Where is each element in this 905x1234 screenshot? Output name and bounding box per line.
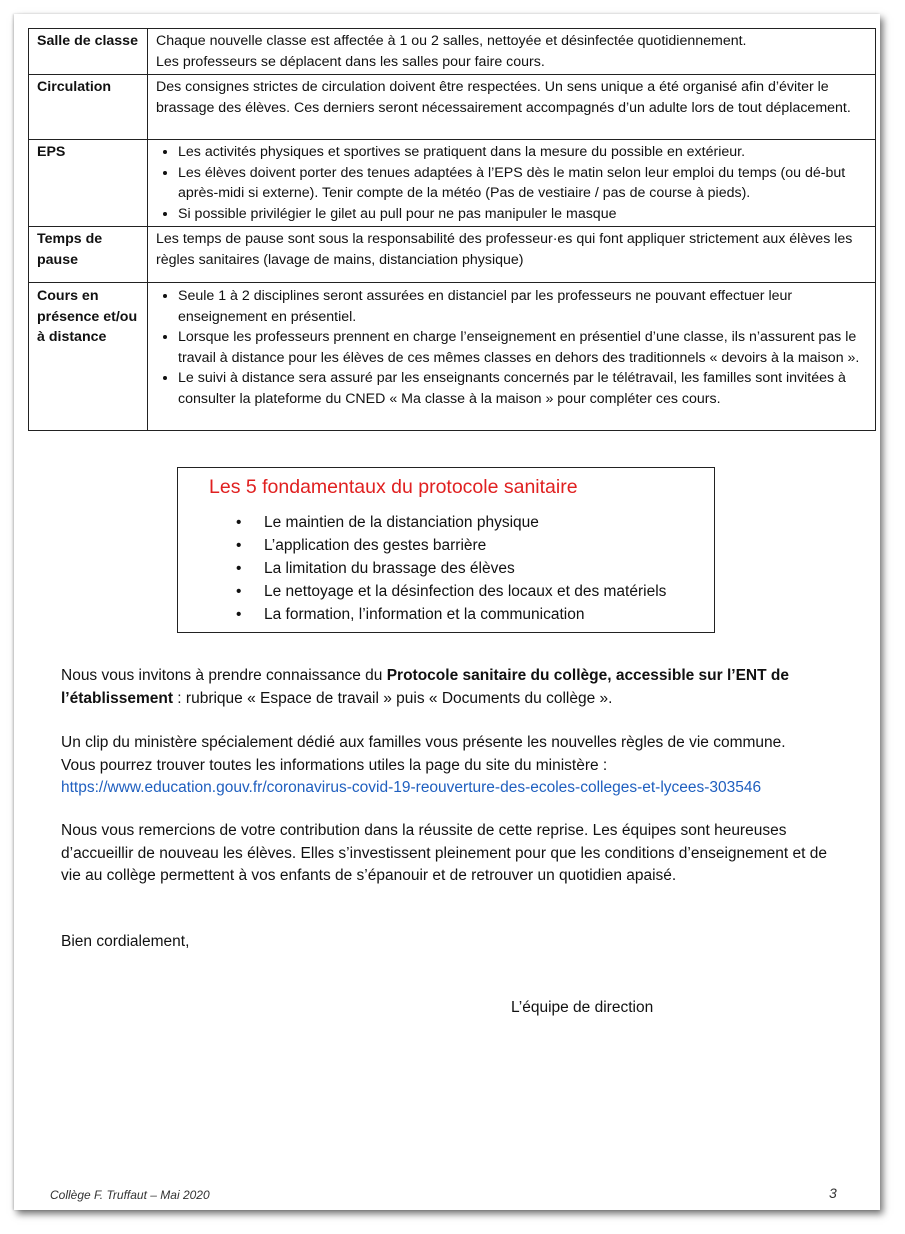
bullet-list [156,142,867,224]
document-page [14,14,880,1210]
row-text: Les temps de pause sont sous la responsabilité des professeur·es qui font appliquer strictement aux élèves les règles sanitaires (lavage de mains, distanciation physique) [156,231,853,268]
fundamentals-list [234,511,666,626]
list-item-text: L’application des gestes barrière [264,537,487,554]
list-item [234,580,666,603]
row-label: Temps de pause [29,227,148,283]
ministry-paragraph [61,732,851,800]
fundamentals-box [177,467,715,633]
paragraph-text: Nous vous invitons à prendre connaissance du [61,667,387,684]
table-row [29,283,876,431]
bullet-icon: • [236,514,242,531]
list-item: • Lorsque les professeurs prennent en charge l’enseignement en présentiel d’une classe, ils n’assurent pas le travail à distance pour les élèves de ces mêmes classes en dehors des traditionnels « devoirs à la maison ». [178,327,867,368]
signature: L’équipe de direction [511,999,654,1016]
list-item-text: La formation, l’information et la communication [264,606,585,623]
bullet-icon: • [236,606,242,623]
list-item [234,534,666,557]
thanks-paragraph: Nous vous remercions de votre contribution dans la réussite de cette reprise. Les équipes sont heureuses d’accueillir de nouveau les élèves. Elles s’investissent pleinement pour que les conditions d’enseignement et de vie au collège permettent à vos enfants de s’épanouir et de retrouver un quotidien apaisé. [61,822,827,884]
list-item: • Le suivi à distance sera assuré par les enseignants concernés par le télétravail, les familles sont invitées à consulter la plateforme du CNED « Ma classe à la maison » pour compléter ces cours. [178,368,867,409]
list-item: • Seule 1 à 2 disciplines seront assurées en distanciel par les professeurs ne pouvant effectuer leur enseignement en présentiel. [178,286,867,327]
row-text: Des consignes strictes de circulation doivent être respectées. Un sens unique a été organisé afin d’éviter le brassage des élèves. Ces derniers seront nécessairement accompagnés d’un adulte lors de tout déplacement. [156,79,851,116]
protocol-emphasis: Protocole sanitaire du collège, accessible sur l’ENT de l’établissement [61,667,789,707]
list-item [234,603,666,626]
list-item-text: Le maintien de la distanciation physique [264,514,539,531]
ministry-link[interactable]: https://www.education.gouv.fr/coronavirus-covid-19-reouverture-des-ecoles-colleges-et-lycees-303546 [61,779,762,796]
table-row [29,227,876,283]
footer-school-date: Collège F. Truffaut – Mai 2020 [50,1188,210,1202]
row-label: Circulation [29,75,148,140]
row-label: Cours en présence et/ou à distance [29,283,148,431]
list-item [234,557,666,580]
table-row [29,29,876,75]
bullet-list [156,286,867,409]
row-content [148,283,876,431]
list-item-text: Le nettoyage et la désinfection des locaux et des matériels [264,583,667,600]
closing-text: Bien cordialement, [61,933,190,950]
row-label: EPS [29,140,148,227]
page-number: 3 [829,1185,837,1201]
list-item: • Les activités physiques et sportives se pratiquent dans la mesure du possible en extérieur. [178,142,867,163]
row-label: Salle de classe [29,29,148,75]
list-item: • Les élèves doivent porter des tenues adaptées à l’EPS dès le matin selon leur emploi du temps (ou dé-but après-midi si externe). Tenir compte de la météo (Pas de vestiaire / pas de course à pieds). [178,163,867,204]
list-item-text: La limitation du brassage des élèves [264,560,515,577]
bullet-icon: • [236,537,242,554]
row-content [148,75,876,140]
row-content [148,140,876,227]
table-row [29,75,876,140]
paragraph-text: Vous pourrez trouver toutes les informations utiles la page du site du ministère : [61,756,608,774]
row-content [148,29,876,75]
measures-table [28,28,876,431]
table-row [29,140,876,227]
bullet-icon: • [236,583,242,600]
paragraph-text: : rubrique « Espace de travail » puis « Documents du collège ». [173,689,613,707]
paragraph-text: Un clip du ministère spécialement dédié aux familles vous présente les nouvelles règles de vie commune. [61,734,786,751]
protocol-paragraph [61,665,851,710]
list-item: • Si possible privilégier le gilet au pull pour ne pas manipuler le masque [178,204,867,225]
list-item [234,511,666,534]
row-text: Les professeurs se déplacent dans les salles pour faire cours. [156,53,545,70]
fundamentals-title: Les 5 fondamentaux du protocole sanitaire [209,476,578,498]
row-content [148,227,876,283]
bullet-icon: • [236,560,242,577]
row-text: Chaque nouvelle classe est affectée à 1 ou 2 salles, nettoyée et désinfectée quotidiennement. [156,33,747,49]
